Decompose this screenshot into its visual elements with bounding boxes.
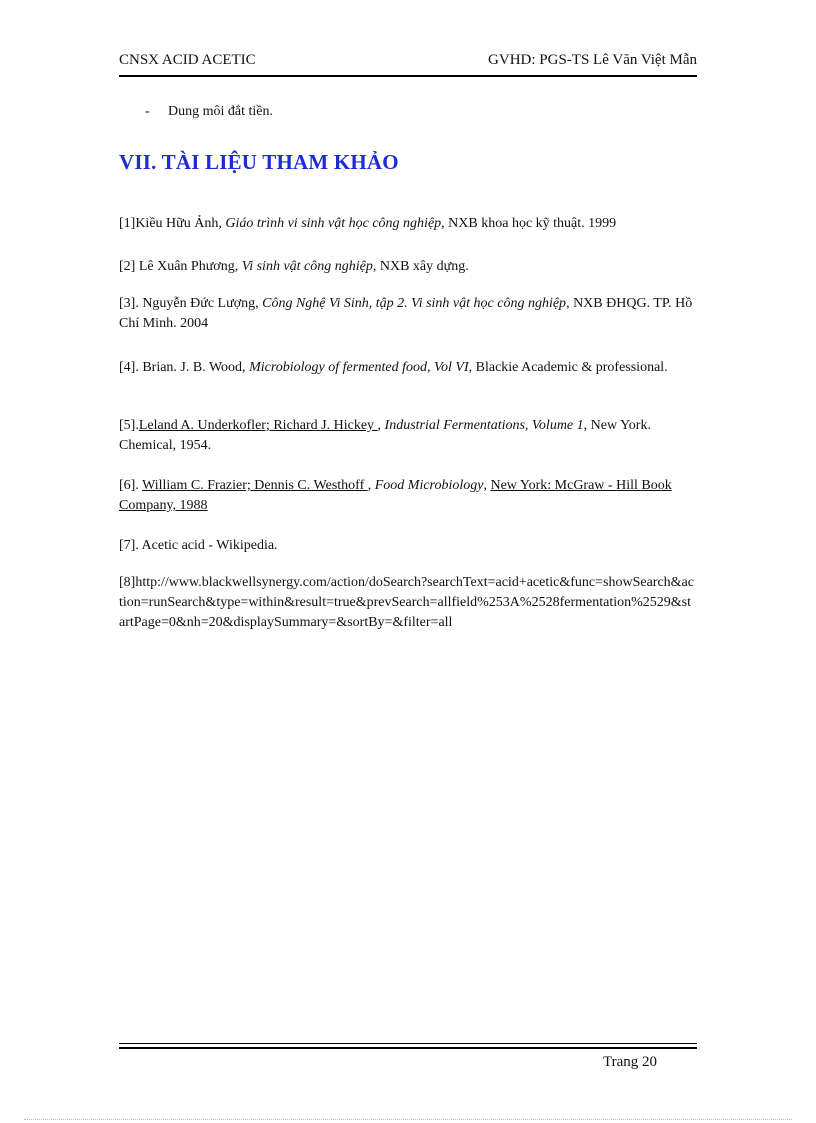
reference-2-prefix: [2] Lê Xuân Phương,: [119, 259, 242, 274]
reference-6: [119, 476, 694, 516]
page-header: [119, 52, 697, 74]
reference-5-sep: ,: [377, 418, 385, 433]
reference-3-suffix: , NXB ĐHQG. TP. Hồ Chí Minh. 2004: [119, 296, 693, 331]
reference-6-sep: ,: [367, 478, 375, 493]
reference-1-prefix: [1]Kiều Hữu Ảnh,: [119, 216, 226, 231]
header-rule: [119, 75, 697, 77]
reference-4-suffix: Blackie Academic & professional.: [472, 360, 668, 375]
reference-6-sep2: ,: [483, 478, 491, 493]
reference-6-prefix: [6].: [119, 478, 143, 493]
reference-1: [119, 214, 616, 234]
reference-5-title: Industrial Fermentations, Volume 1: [384, 418, 584, 433]
reference-4-prefix: [4]. Brian. J. B. Wood,: [119, 360, 250, 375]
reference-6-authors-link[interactable]: William C. Frazier; Dennis C. Westhoff: [142, 478, 368, 493]
bullet-text: Dung môi đắt tiền.: [168, 104, 273, 119]
reference-2-title: Vi sinh vật công nghiệp: [241, 259, 373, 274]
reference-3: [119, 294, 694, 334]
reference-7: [7]. Acetic acid - Wikipedia.: [119, 538, 278, 553]
bullet-item: [145, 104, 273, 120]
reference-2: [119, 257, 469, 277]
reference-4: [119, 358, 668, 378]
reference-8: [8]http://www.blackwellsynergy.com/action/doSearch?searchText=acid+acetic&func=showSearch&action=runSearch&type=within&result=true&prevSearch=allfield%253A%2528fermentation%2529&startPage=0&nh=20&displaySummary=&sortBy=&filter=all: [119, 575, 694, 630]
reference-5: [119, 416, 694, 456]
footer-rule-thick: [119, 1047, 697, 1049]
reference-6-publisher-link[interactable]: New York: McGraw - Hill Book Company, 1988: [119, 478, 672, 513]
page-edge-divider: [24, 1119, 792, 1120]
reference-5-authors-link[interactable]: Leland A. Underkofler; Richard J. Hickey: [138, 418, 378, 433]
reference-4-title: Microbiology of fermented food, Vol VI,: [249, 360, 473, 375]
section-title: VII. TÀI LIỆU THAM KHẢO: [119, 150, 399, 174]
reference-3-prefix: [3]. Nguyễn Đức Lượng,: [119, 296, 263, 311]
reference-5-suffix: , New York. Chemical, 1954.: [119, 418, 651, 453]
bullet-dash: -: [145, 104, 150, 119]
header-supervisor: GVHD: PGS-TS Lê Văn Việt Mẫn: [488, 52, 697, 68]
reference-6-title: Food Microbiology: [374, 478, 484, 493]
reference-1-suffix: , NXB khoa học kỹ thuật. 1999: [441, 216, 617, 231]
reference-1-title: Giáo trình vi sinh vật học công nghiệp: [225, 216, 442, 231]
footer-rule-thin: [119, 1043, 697, 1044]
page-number: Trang 20: [603, 1054, 658, 1070]
header-course-title: CNSX ACID ACETIC: [119, 52, 256, 68]
reference-3-title: Công Nghệ Vi Sinh, tập 2. Vi sinh vật học công nghiệp: [262, 296, 567, 311]
reference-2-suffix: , NXB xây dựng.: [372, 259, 469, 274]
reference-5-prefix: [5].: [119, 418, 139, 433]
